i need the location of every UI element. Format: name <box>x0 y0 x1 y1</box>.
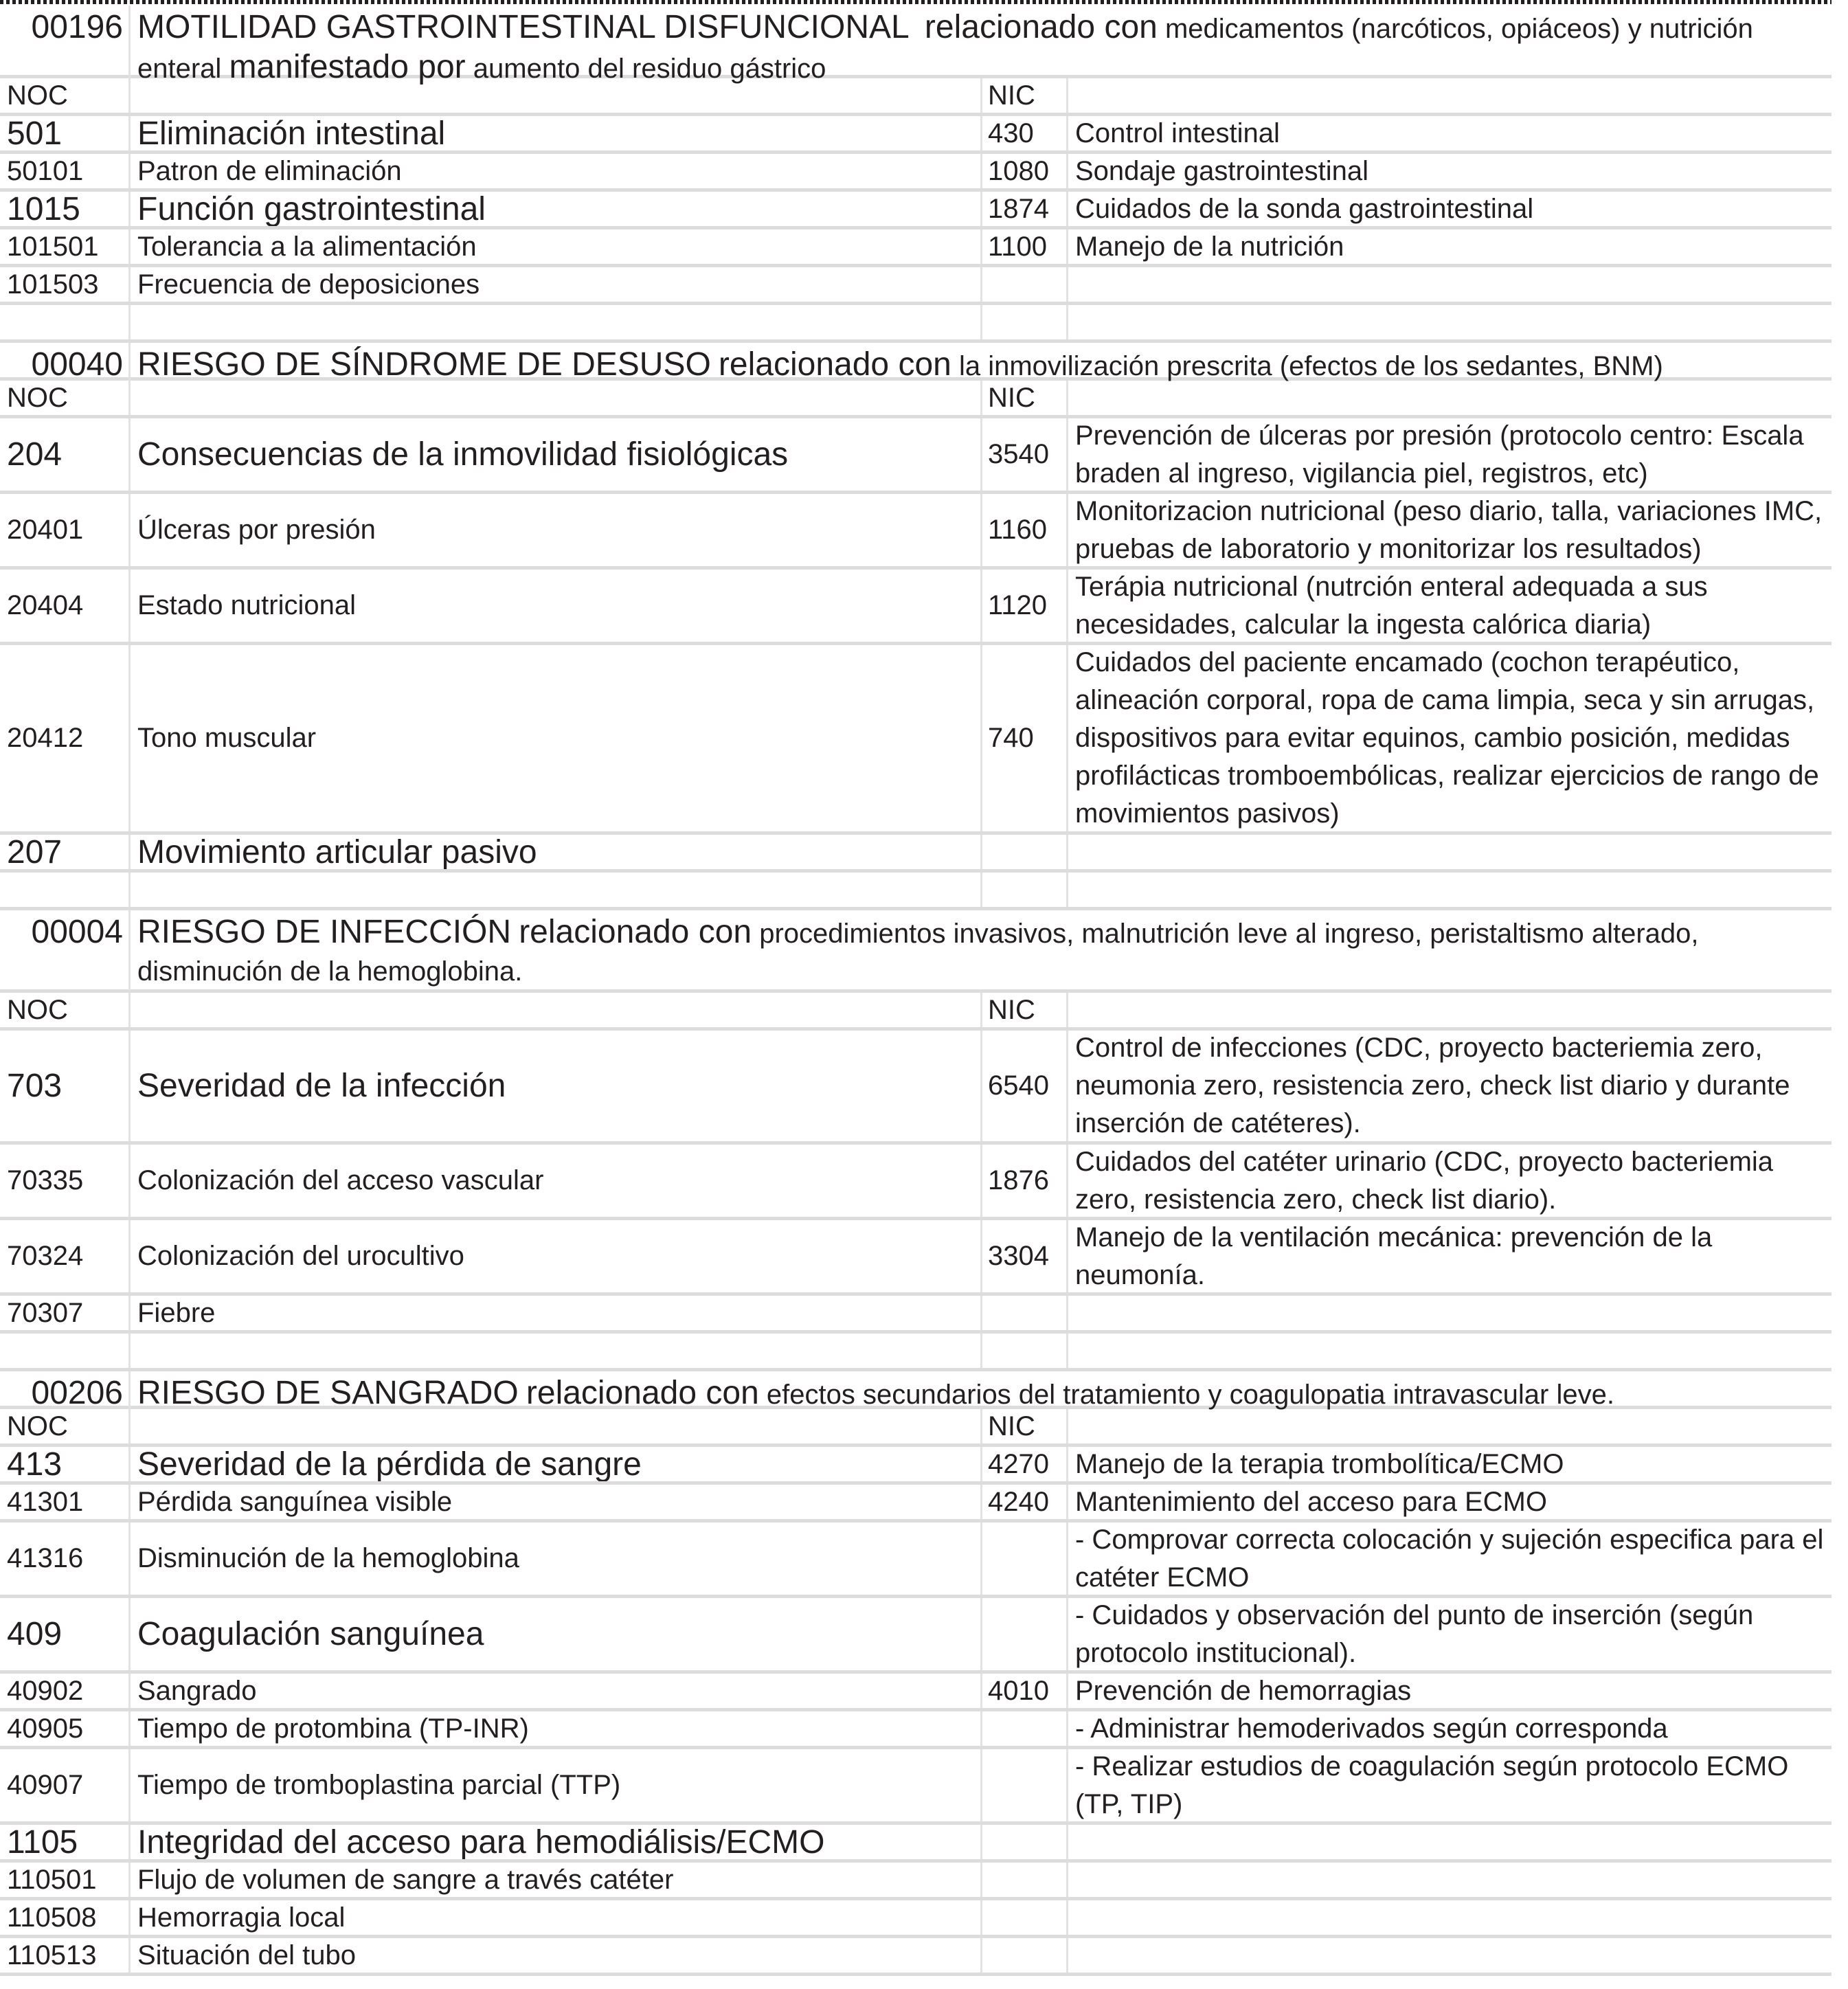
nic-header: NIC <box>982 78 1068 113</box>
nic-label: Manejo de la terapia trombolítica/ECMO <box>1075 1448 1564 1479</box>
noc-header: NOC <box>0 78 131 113</box>
noc-label: Coagulación sanguínea <box>131 1598 982 1670</box>
nic-code: 1100 <box>982 229 1068 264</box>
nic-code: 3304 <box>982 1220 1068 1292</box>
noc-label: Situación del tubo <box>131 1938 982 1973</box>
empty-cell <box>1068 1409 1832 1443</box>
nic-code <box>982 1938 1068 1973</box>
noc-label: Tiempo de protombina (TP-INR) <box>131 1711 982 1746</box>
noc-label: Función gastrointestinal <box>131 192 982 226</box>
noc-label: Severidad de la infección <box>131 1031 982 1141</box>
nic-label: - Realizar estudios de coagulación según protocolo ECMO (TP, TIP) <box>1075 1751 1796 1819</box>
diagnosis-code: 00040 <box>0 343 131 385</box>
nic-code <box>982 1522 1068 1595</box>
noc-label: Patron de eliminación <box>131 154 982 188</box>
nic-code <box>982 1711 1068 1746</box>
related-label: relacionado con <box>718 346 951 383</box>
table-row <box>0 229 1832 267</box>
table-row <box>0 154 1832 192</box>
table-row <box>0 1711 1832 1749</box>
nic-label <box>1068 1900 1832 1935</box>
related-text: efectos secundarios del tratamiento y coagulopatia intravascular leve. <box>766 1380 1614 1410</box>
nic-label: Cuidados del catéter urinario (CDC, proyecto bacteriemia zero, resistencia zero, check list diario). <box>1075 1146 1781 1215</box>
noc-code: 110513 <box>0 1938 131 1973</box>
diagnosis-code: 00206 <box>0 1371 131 1414</box>
empty-cell <box>1068 873 1832 907</box>
noc-code: 110501 <box>0 1863 131 1897</box>
nic-code: 1080 <box>982 154 1068 188</box>
diagnosis-title: RIESGO DE SÍNDROME DE DESUSO <box>137 346 711 383</box>
empty-cell <box>131 1409 982 1443</box>
nic-code <box>982 1900 1068 1935</box>
noc-code: 1105 <box>0 1825 131 1859</box>
top-dotted-border <box>0 0 1832 4</box>
table-row <box>0 570 1832 645</box>
nic-label: Cuidados de la sonda gastrointestinal <box>1075 193 1534 224</box>
manifest-label: manifestado por <box>229 49 466 85</box>
nic-label: Prevención de úlceras por presión (protocolo centro: Escala braden al ingreso, vigilancia piel, registros, etc) <box>1075 420 1812 488</box>
diagnosis-statement <box>131 1371 1832 1414</box>
nic-code: 4240 <box>982 1485 1068 1519</box>
diagnosis-header-00040 <box>0 343 1832 381</box>
noc-code: 110508 <box>0 1900 131 1935</box>
nic-code <box>982 1863 1068 1897</box>
noc-code: 40907 <box>0 1749 131 1821</box>
empty-cell <box>131 1334 982 1368</box>
diagnosis-statement <box>131 343 1832 385</box>
nic-code: 6540 <box>982 1031 1068 1141</box>
table-row <box>0 1220 1832 1296</box>
table-row <box>0 1522 1832 1598</box>
table-row <box>0 418 1832 494</box>
table-row <box>0 645 1832 835</box>
noc-code: 20404 <box>0 570 131 642</box>
noc-label: Eliminación intestinal <box>131 116 982 150</box>
table-row <box>0 835 1832 873</box>
empty-cell <box>131 873 982 907</box>
noc-label: Úlceras por presión <box>131 494 982 566</box>
nic-label: Manejo de la ventilación mecánica: prevención de la neumonía. <box>1075 1222 1720 1290</box>
nic-code: 1120 <box>982 570 1068 642</box>
noc-code: 101503 <box>0 267 131 302</box>
noc-label: Disminución de la hemoglobina <box>131 1522 982 1595</box>
related-label: relacionado con <box>519 914 752 950</box>
nic-label <box>1068 1938 1832 1973</box>
nic-code: 1874 <box>982 192 1068 226</box>
nic-code <box>982 1825 1068 1859</box>
empty-cell <box>0 873 131 907</box>
noc-code: 204 <box>0 418 131 491</box>
nic-label <box>1068 1296 1832 1330</box>
empty-cell <box>131 305 982 339</box>
related-text: procedimientos invasivos, malnutrición leve al ingreso, peristaltismo alterado, disminución de la hemoglobina. <box>137 919 1699 987</box>
nic-code: 740 <box>982 645 1068 831</box>
nic-label: - Comprovar correcta colocación y sujeción especifica para el catéter ECMO <box>1075 1524 1832 1593</box>
noc-code: 1015 <box>0 192 131 226</box>
table-row-empty <box>0 305 1832 343</box>
noc-code: 41316 <box>0 1522 131 1595</box>
nic-label: Mantenimiento del acceso para ECMO <box>1075 1486 1547 1517</box>
noc-code: 20401 <box>0 494 131 566</box>
noc-label: Flujo de volumen de sangre a través catéter <box>131 1863 982 1897</box>
empty-cell <box>131 993 982 1027</box>
nic-label: Manejo de la nutrición <box>1075 231 1344 262</box>
diagnosis-title: RIESGO DE SANGRADO <box>137 1375 519 1411</box>
table-row-empty <box>0 1334 1832 1371</box>
noc-code: 501 <box>0 116 131 150</box>
table-row <box>0 1938 1832 1976</box>
empty-cell <box>131 381 982 415</box>
nic-label: Control de infecciones (CDC, proyecto bacteriemia zero, neumonia zero, resistencia zero, check list diario y durante inserción de catéteres). <box>1075 1033 1798 1138</box>
column-header-row <box>0 381 1832 418</box>
related-text: medicamentos (narcóticos, opiáceos) y nutrición enteral <box>137 14 1753 84</box>
noc-label: Frecuencia de deposiciones <box>131 267 982 302</box>
nic-code: 1876 <box>982 1145 1068 1217</box>
table-row <box>0 1900 1832 1938</box>
table-row <box>0 1031 1832 1145</box>
diagnosis-statement <box>131 910 1832 991</box>
nic-code <box>982 1598 1068 1670</box>
table-row <box>0 1598 1832 1674</box>
table-row-empty <box>0 873 1832 910</box>
nic-label <box>1068 1825 1832 1859</box>
nic-label: Terápia nutricional (nutrción enteral adequada a sus necesidades, calcular la ingesta calórica diaria) <box>1075 571 1715 640</box>
empty-cell <box>1068 78 1832 113</box>
noc-code: 409 <box>0 1598 131 1670</box>
empty-cell <box>1068 305 1832 339</box>
empty-cell <box>1068 993 1832 1027</box>
nursing-care-plan-table <box>0 5 1832 1976</box>
table-row <box>0 1825 1832 1863</box>
nic-code <box>982 835 1068 869</box>
nic-label <box>1068 267 1832 302</box>
nic-code: 4010 <box>982 1674 1068 1708</box>
nic-code <box>982 267 1068 302</box>
noc-header: NOC <box>0 1409 131 1443</box>
nic-header: NIC <box>982 993 1068 1027</box>
noc-label: Severidad de la pérdida de sangre <box>131 1447 982 1481</box>
nic-code: 4270 <box>982 1447 1068 1481</box>
nic-header: NIC <box>982 381 1068 415</box>
empty-cell <box>982 873 1068 907</box>
noc-label: Fiebre <box>131 1296 982 1330</box>
nic-label: Control intestinal <box>1075 117 1280 148</box>
empty-cell <box>0 1334 131 1368</box>
nic-code <box>982 1749 1068 1821</box>
table-row <box>0 267 1832 305</box>
column-header-row <box>0 1409 1832 1447</box>
noc-label: Consecuencias de la inmovilidad fisiológicas <box>131 418 982 491</box>
nic-label: Monitorizacion nutricional (peso diario, talla, variaciones IMC, pruebas de laboratorio y monitorizar los resultados) <box>1075 495 1830 564</box>
empty-cell <box>0 305 131 339</box>
diagnosis-header-00206 <box>0 1371 1832 1409</box>
table-row <box>0 1296 1832 1334</box>
diagnosis-title: MOTILIDAD GASTROINTESTINAL DISFUNCIONAL <box>137 9 910 45</box>
column-header-row <box>0 993 1832 1031</box>
noc-label: Movimiento articular pasivo <box>131 835 982 869</box>
noc-header: NOC <box>0 381 131 415</box>
related-label: relacionado con <box>526 1375 759 1411</box>
noc-label: Colonización del urocultivo <box>131 1220 982 1292</box>
table-row <box>0 192 1832 229</box>
manifest-text: aumento del residuo gástrico <box>473 54 826 84</box>
noc-code: 70307 <box>0 1296 131 1330</box>
diagnosis-title: RIESGO DE INFECCIÓN <box>137 914 512 950</box>
noc-code: 207 <box>0 835 131 869</box>
empty-cell <box>131 78 982 113</box>
nic-label: Prevención de hemorragias <box>1075 1675 1412 1706</box>
noc-label: Hemorragia local <box>131 1900 982 1935</box>
empty-cell <box>1068 381 1832 415</box>
nic-label: Cuidados del paciente encamado (cochon terapéutico, alineación corporal, ropa de cama limpia, seca y sin arrugas, dispositivos para evitar equinos, cambio posición, medidas profilácticas tromboembólicas, realizar ejercicios de rango de movimientos pasivos) <box>1075 647 1827 829</box>
noc-code: 101501 <box>0 229 131 264</box>
diagnosis-code: 00196 <box>0 5 131 88</box>
empty-cell <box>982 305 1068 339</box>
empty-cell <box>982 1334 1068 1368</box>
table-row <box>0 494 1832 570</box>
noc-label: Integridad del acceso para hemodiálisis/ECMO <box>131 1825 982 1859</box>
nic-header: NIC <box>982 1409 1068 1443</box>
noc-code: 413 <box>0 1447 131 1481</box>
noc-code: 70324 <box>0 1220 131 1292</box>
noc-code: 41301 <box>0 1485 131 1519</box>
diagnosis-code: 00004 <box>0 910 131 991</box>
table-row <box>0 1145 1832 1220</box>
noc-code: 40905 <box>0 1711 131 1746</box>
related-label: relacionado con <box>924 9 1158 45</box>
noc-header: NOC <box>0 993 131 1027</box>
table-row <box>0 1674 1832 1711</box>
nic-code: 1160 <box>982 494 1068 566</box>
table-row <box>0 116 1832 154</box>
noc-code: 50101 <box>0 154 131 188</box>
noc-label: Tolerancia a la alimentación <box>131 229 982 264</box>
table-row <box>0 1485 1832 1522</box>
nic-label <box>1068 1863 1832 1897</box>
diagnosis-statement <box>131 5 1832 88</box>
noc-code: 703 <box>0 1031 131 1141</box>
noc-label: Estado nutricional <box>131 570 982 642</box>
noc-label: Pérdida sanguínea visible <box>131 1485 982 1519</box>
nic-code <box>982 1296 1068 1330</box>
noc-label: Tiempo de tromboplastina parcial (TTP) <box>131 1749 982 1821</box>
noc-label: Tono muscular <box>131 645 982 831</box>
table-row <box>0 1447 1832 1485</box>
nic-label: - Cuidados y observación del punto de inserción (según protocolo institucional). <box>1075 1599 1761 1668</box>
noc-label: Sangrado <box>131 1674 982 1708</box>
table-row <box>0 1863 1832 1900</box>
noc-code: 20412 <box>0 645 131 831</box>
nic-code: 3540 <box>982 418 1068 491</box>
diagnosis-header-00004 <box>0 910 1832 993</box>
empty-cell <box>1068 1334 1832 1368</box>
nic-label: Sondaje gastrointestinal <box>1075 155 1368 186</box>
noc-label: Colonización del acceso vascular <box>131 1145 982 1217</box>
table-row <box>0 1749 1832 1825</box>
noc-code: 70335 <box>0 1145 131 1217</box>
nic-code: 430 <box>982 116 1068 150</box>
noc-code: 40902 <box>0 1674 131 1708</box>
diagnosis-header-00196 <box>0 5 1832 85</box>
related-text: la inmovilización prescrita (efectos de los sedantes, BNM) <box>958 351 1663 381</box>
nic-label <box>1068 835 1832 869</box>
nic-label: - Administrar hemoderivados según corresponda <box>1075 1713 1668 1744</box>
column-header-row <box>0 78 1832 116</box>
